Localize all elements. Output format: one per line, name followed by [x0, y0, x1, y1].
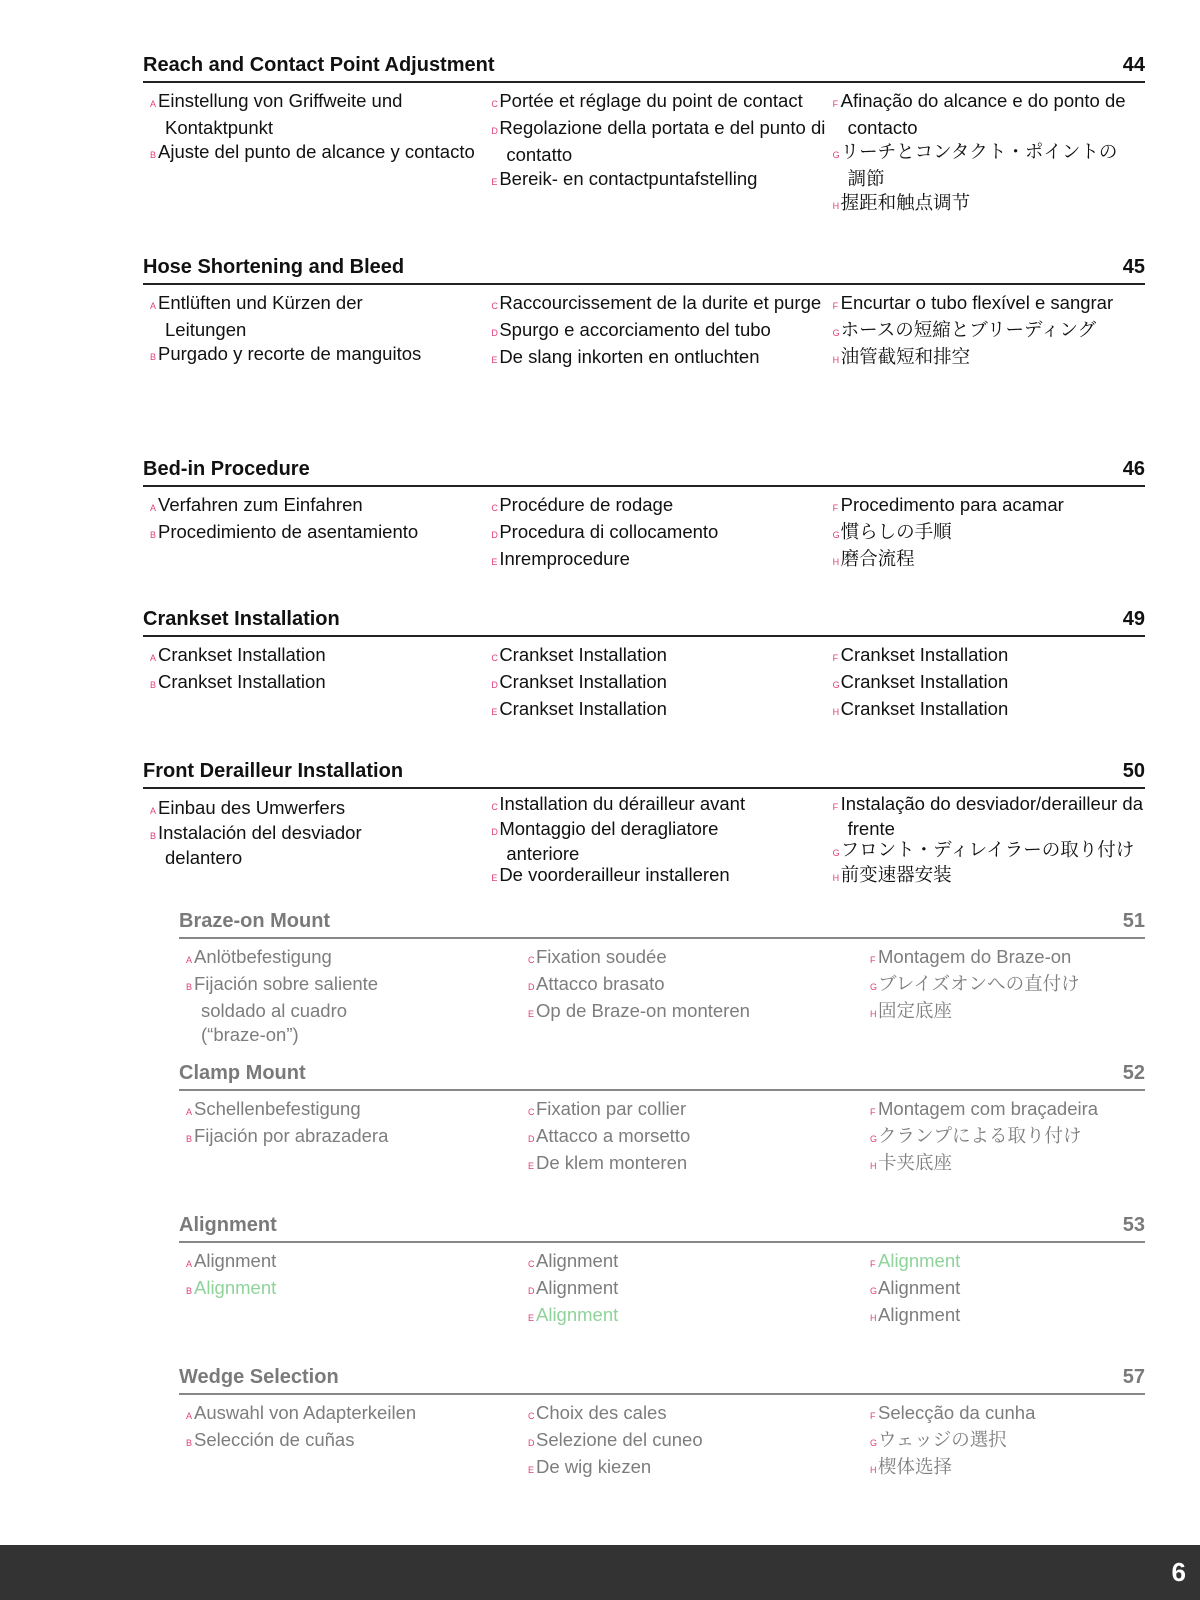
language-column	[179, 1401, 521, 1482]
language-column	[826, 89, 1145, 218]
language-column	[863, 945, 1143, 1047]
language-column	[484, 793, 825, 889]
translation-item-highlighted: B Alignment	[186, 1277, 277, 1298]
language-column	[484, 643, 825, 724]
section-page-number: 46	[1122, 458, 1145, 480]
translation-item: A Auswahl von Adapterkeilen	[186, 1402, 417, 1423]
translation-item: Gブレイズオンへの直付け	[870, 973, 1080, 994]
translation-item: H楔体选择	[870, 1456, 953, 1477]
translation-item: F Afinação do alcance e do ponto de contacto	[832, 90, 1126, 138]
translation-item: CAlignment	[528, 1250, 619, 1271]
translation-item: A Schellenbefestigung	[186, 1098, 361, 1119]
language-column	[484, 493, 825, 574]
translation-item: CChoix des cales	[528, 1402, 667, 1423]
section-title: Front Derailleur Installation	[143, 760, 404, 782]
language-column	[143, 793, 484, 889]
section-header	[143, 254, 1145, 285]
section-page-number: 51	[1122, 910, 1145, 932]
translation-item: F Montagem com braçadeira	[870, 1098, 1099, 1119]
language-column	[826, 493, 1145, 574]
translation-item: A Alignment	[186, 1250, 277, 1271]
translation-item: B Crankset Installation	[150, 671, 326, 692]
language-column	[143, 493, 484, 574]
translation-item: H握距和触点调节	[832, 192, 971, 213]
section-page-number: 44	[1122, 54, 1145, 76]
translation-item: E Bereik- en contactpuntafstelling	[491, 168, 758, 189]
translation-item: H油管截短和排空	[832, 346, 971, 367]
section-page-number: 57	[1122, 1366, 1145, 1388]
translation-item: F Encurtar o tubo flexível e sangrar	[832, 292, 1114, 313]
section-header	[179, 1364, 1145, 1395]
translation-item: B Fijación por abrazadera	[186, 1125, 389, 1146]
translation-item: H磨合流程	[832, 548, 915, 569]
translation-item: A Entlüften und Kürzen der Leitungen	[150, 292, 363, 340]
translation-item: GCrankset Installation	[832, 671, 1009, 692]
translation-item: B Ajuste del punto de alcance y contacto	[150, 141, 475, 162]
language-column	[521, 1097, 863, 1178]
section-header	[143, 52, 1145, 83]
section-title: Alignment	[179, 1214, 277, 1236]
translation-item: DSelezione del cuneo	[528, 1429, 703, 1450]
translation-item: G慣らしの手順	[832, 521, 952, 542]
section-title: Wedge Selection	[179, 1366, 339, 1388]
translation-item: B Selección de cuñas	[186, 1429, 355, 1450]
translation-item: DProcedura di collocamento	[491, 521, 719, 542]
translation-item: A Crankset Installation	[150, 644, 326, 665]
translation-item: E Inremprocedure	[491, 548, 630, 569]
translation-item: DAlignment	[528, 1277, 619, 1298]
language-column	[521, 1401, 863, 1482]
section-title: Bed-in Procedure	[143, 458, 310, 480]
translation-item: H固定底座	[870, 1000, 953, 1021]
language-column	[863, 1401, 1143, 1482]
translation-item: F Procedimento para acamar	[832, 494, 1064, 515]
translation-item: A Einstellung von Griffweite und Kontaktpunkt	[150, 90, 403, 138]
translation-item: DSpurgo e accorciamento del tubo	[491, 319, 771, 340]
section-header	[179, 908, 1145, 939]
toc-section-hose-shortening	[143, 254, 1145, 372]
language-column	[863, 1097, 1143, 1178]
toc-subsection-braze-on	[179, 908, 1145, 1047]
section-header	[143, 758, 1145, 789]
language-column	[484, 89, 825, 218]
section-page-number: 53	[1122, 1214, 1145, 1236]
translation-item: E De klem monteren	[528, 1152, 688, 1173]
translation-item: CInstallation du dérailleur avant	[491, 793, 746, 814]
language-column	[143, 291, 484, 372]
language-column	[521, 1249, 863, 1330]
translation-item: DAttacco a morsetto	[528, 1125, 691, 1146]
translation-item: E De slang inkorten en ontluchten	[491, 346, 760, 367]
language-column	[826, 643, 1145, 724]
section-title: Braze-on Mount	[179, 910, 331, 932]
translation-item: DAttacco brasato	[528, 973, 665, 994]
language-column	[179, 1097, 521, 1178]
translation-item: CCrankset Installation	[491, 644, 667, 665]
translation-item: A Anlötbefestigung	[186, 946, 332, 967]
translation-item: CPortée et réglage du point de contact	[491, 90, 803, 111]
language-column	[143, 643, 484, 724]
section-title: Clamp Mount	[179, 1062, 306, 1084]
language-column	[143, 89, 484, 218]
toc-section-front-derailleur	[143, 758, 1145, 889]
translation-item: GAlignment	[870, 1277, 961, 1298]
translation-item: B Procedimiento de asentamiento	[150, 521, 419, 542]
footer-page-number: 6	[1171, 1557, 1186, 1587]
language-column	[484, 291, 825, 372]
language-column	[179, 1249, 521, 1330]
language-column	[863, 1249, 1143, 1330]
translation-item: DCrankset Installation	[491, 671, 667, 692]
translation-item: Gリーチとコンタクト・ポイントの調節	[832, 141, 1118, 189]
section-title: Crankset Installation	[143, 608, 340, 630]
section-page-number: 49	[1122, 608, 1145, 630]
section-header	[179, 1060, 1145, 1091]
translation-item-highlighted: E Alignment	[528, 1304, 619, 1325]
translation-item: F Crankset Installation	[832, 644, 1009, 665]
language-column	[179, 945, 521, 1047]
translation-item: F Montagem do Braze-on	[870, 946, 1072, 967]
section-header	[179, 1212, 1145, 1243]
translation-item: CProcédure de rodage	[491, 494, 674, 515]
translation-item: B Fijación sobre saliente soldado al cuadro (“braze-on”)	[186, 973, 379, 1045]
toc-subsection-clamp	[179, 1060, 1145, 1178]
translation-item: HAlignment	[870, 1304, 961, 1325]
toc-section-bed-in	[143, 456, 1145, 574]
translation-item: E Op de Braze-on monteren	[528, 1000, 750, 1021]
translation-item: F Selecção da cunha	[870, 1402, 1036, 1423]
translation-item: DRegolazione della portata e del punto di contatto	[491, 117, 826, 165]
translation-item: CFixation par collier	[528, 1098, 687, 1119]
section-header	[143, 606, 1145, 637]
translation-item: Gウェッジの選択	[870, 1429, 1007, 1450]
translation-item: A Einbau des Umwerfers	[150, 797, 346, 818]
translation-item: H前变速器安装	[832, 864, 952, 885]
language-column	[826, 793, 1145, 889]
toc-section-reach-contact	[143, 52, 1145, 218]
translation-item: H卡夹底座	[870, 1152, 953, 1173]
section-page-number: 52	[1122, 1062, 1145, 1084]
toc-subsection-alignment	[179, 1212, 1145, 1330]
translation-item: F Instalação do desviador/derailleur da frente	[832, 793, 1143, 839]
page-footer-bar	[0, 1545, 1200, 1600]
section-page-number: 50	[1122, 760, 1145, 782]
translation-item: CRaccourcissement de la durite et purge	[491, 292, 822, 313]
translation-item: Gクランプによる取り付け	[870, 1125, 1082, 1146]
translation-item: B Purgado y recorte de manguitos	[150, 343, 422, 364]
section-header	[143, 456, 1145, 487]
translation-item: E De wig kiezen	[528, 1456, 652, 1477]
translation-item: E Crankset Installation	[491, 698, 667, 719]
translation-item: HCrankset Installation	[832, 698, 1009, 719]
translation-item: Gフロント・ディレイラーの取り付け	[832, 839, 1135, 860]
section-page-number: 45	[1122, 256, 1145, 278]
translation-item-highlighted: F Alignment	[870, 1250, 961, 1271]
translation-item: B Instalación del desviador delantero	[150, 822, 362, 868]
section-title: Reach and Contact Point Adjustment	[143, 54, 495, 76]
toc-subsection-wedge-selection	[179, 1364, 1145, 1482]
toc-section-crankset	[143, 606, 1145, 724]
translation-item: A Verfahren zum Einfahren	[150, 494, 363, 515]
translation-item: DMontaggio del deragliatore anteriore	[491, 818, 719, 864]
translation-item: CFixation soudée	[528, 946, 667, 967]
language-column	[521, 945, 863, 1047]
section-title: Hose Shortening and Bleed	[143, 256, 405, 278]
translation-item: E De voorderailleur installeren	[491, 864, 730, 885]
language-column	[826, 291, 1145, 372]
translation-item: Gホースの短縮とブリーディング	[832, 319, 1097, 340]
